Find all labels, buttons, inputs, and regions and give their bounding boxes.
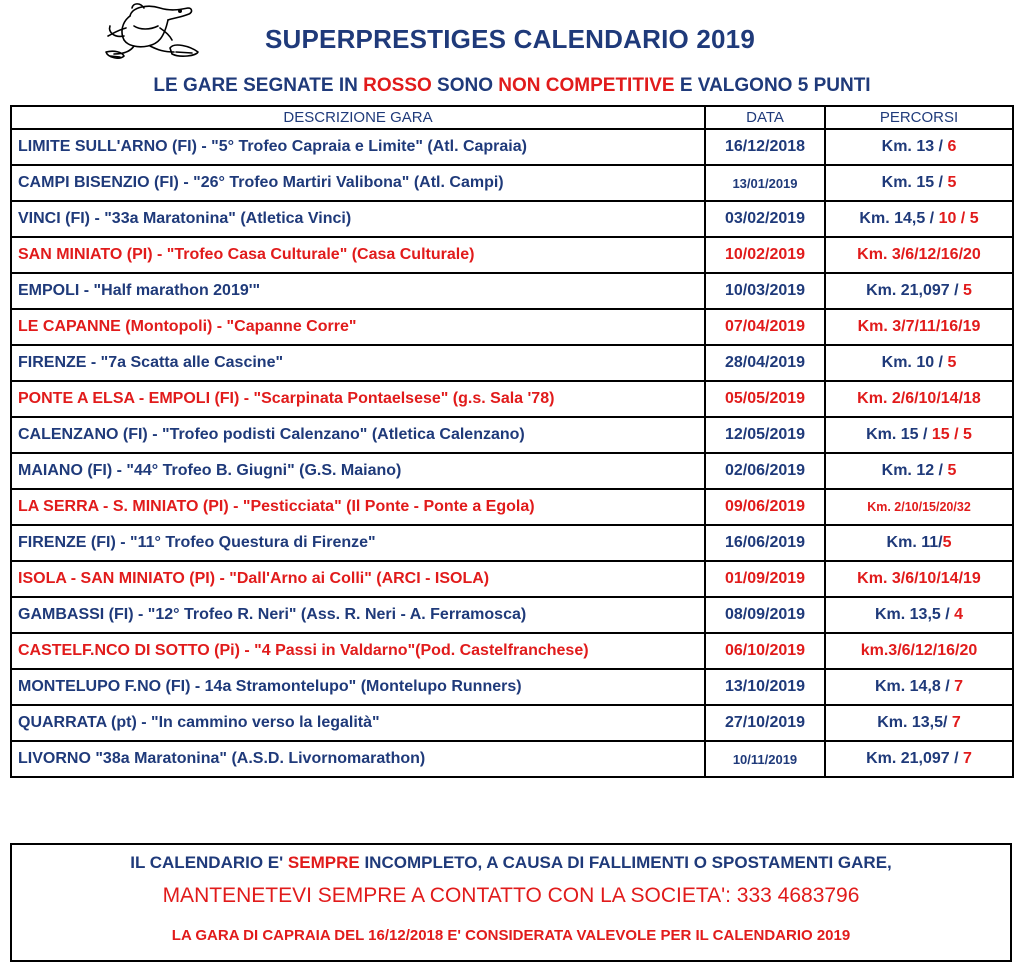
race-routes — [825, 381, 1013, 417]
race-description: CALENZANO (FI) - "Trofeo podisti Calenzano" (Atletica Calenzano) — [11, 417, 705, 453]
race-routes-main: Km. 12 / — [881, 462, 948, 479]
race-date: 05/05/2019 — [705, 381, 825, 417]
race-routes-non-competitive: 5 — [942, 534, 952, 551]
race-routes-non-competitive: 15 / 5 — [931, 426, 972, 443]
race-routes-main: Km. 21,097 / — [866, 282, 964, 299]
race-routes-main: Km. 14,5 / — [859, 210, 939, 227]
footer-line-incomplete — [12, 853, 1010, 873]
race-routes — [825, 417, 1013, 453]
race-routes — [825, 669, 1013, 705]
race-description: LA SERRA - S. MINIATO (PI) - "Pesticciata" (Il Ponte - Ponte a Egola) — [11, 489, 705, 525]
race-routes-non-competitive: 7 — [954, 678, 964, 695]
race-calendar-table — [10, 105, 1014, 778]
subtitle-part-5: E VALGONO 5 PUNTI — [674, 75, 871, 96]
race-routes-main: Km. 13,5/ — [877, 714, 952, 731]
race-routes-non-competitive: 5 — [963, 282, 972, 299]
table-row — [11, 201, 1013, 237]
race-routes-main: Km. 15 / — [866, 426, 932, 443]
race-routes — [825, 345, 1013, 381]
header-description: DESCRIZIONE GARA — [11, 106, 705, 129]
footer-notice-box — [10, 843, 1012, 962]
table-row — [11, 705, 1013, 741]
race-routes — [825, 741, 1013, 777]
race-routes — [825, 453, 1013, 489]
table-row — [11, 381, 1013, 417]
race-routes-main: Km. 13 / — [881, 138, 948, 155]
table-row — [11, 165, 1013, 201]
race-description: QUARRATA (pt) - "In cammino verso la legalità" — [11, 705, 705, 741]
race-routes — [825, 705, 1013, 741]
header-date: DATA — [705, 106, 825, 129]
race-date: 06/10/2019 — [705, 633, 825, 669]
race-date: 16/06/2019 — [705, 525, 825, 561]
table-row — [11, 597, 1013, 633]
race-routes-main: Km. 2/6/10/14/18 — [857, 390, 981, 407]
header-routes: PERCORSI — [825, 106, 1013, 129]
race-routes — [825, 525, 1013, 561]
table-row — [11, 417, 1013, 453]
race-date: 13/10/2019 — [705, 669, 825, 705]
race-routes — [825, 273, 1013, 309]
race-routes-main: Km. 10 / — [881, 354, 948, 371]
race-description: MONTELUPO F.NO (FI) - 14a Stramontelupo" (Montelupo Runners) — [11, 669, 705, 705]
race-routes-main: Km. 3/6/10/14/19 — [857, 570, 981, 587]
race-routes-non-competitive: 4 — [954, 606, 964, 623]
race-date: 10/11/2019 — [705, 741, 825, 777]
race-description: LE CAPANNE (Montopoli) - "Capanne Corre" — [11, 309, 705, 345]
race-description: LIVORNO "38a Maratonina" (A.S.D. Livornomarathon) — [11, 741, 705, 777]
table-row — [11, 633, 1013, 669]
race-routes-main: Km. 15 / — [881, 174, 948, 191]
race-description: FIRENZE - "7a Scatta alle Cascine" — [11, 345, 705, 381]
table-row — [11, 741, 1013, 777]
race-description: CASTELF.NCO DI SOTTO (Pi) - "4 Passi in Valdarno"(Pod. Castelfranchese) — [11, 633, 705, 669]
race-routes-non-competitive: 5 — [947, 462, 957, 479]
race-calendar-body — [11, 106, 1013, 777]
race-description: ISOLA - SAN MINIATO (PI) - "Dall'Arno ai Colli" (ARCI - ISOLA) — [11, 561, 705, 597]
race-description: LIMITE SULL'ARNO (FI) - "5° Trofeo Capraia e Limite" (Atl. Capraia) — [11, 129, 705, 165]
race-routes-main: Km. 2/10/15/20/32 — [867, 500, 971, 514]
race-routes — [825, 129, 1013, 165]
race-routes-non-competitive: 7 — [951, 714, 961, 731]
race-description: CAMPI BISENZIO (FI) - "26° Trofeo Martiri Valibona" (Atl. Campi) — [11, 165, 705, 201]
race-routes-main: Km. 14,8 / — [874, 678, 955, 695]
race-date: 12/05/2019 — [705, 417, 825, 453]
race-date: 13/01/2019 — [705, 165, 825, 201]
race-routes-main: Km. 3/6/12/16/20 — [857, 246, 981, 263]
race-description: VINCI (FI) - "33a Maratonina" (Atletica Vinci) — [11, 201, 705, 237]
race-routes-non-competitive: 6 — [947, 138, 957, 155]
race-description: FIRENZE (FI) - "11° Trofeo Questura di Firenze" — [11, 525, 705, 561]
race-date: 01/09/2019 — [705, 561, 825, 597]
race-routes-main: Km. 3/7/11/16/19 — [857, 318, 981, 335]
race-date: 10/03/2019 — [705, 273, 825, 309]
table-row — [11, 561, 1013, 597]
race-date: 09/06/2019 — [705, 489, 825, 525]
race-routes — [825, 489, 1013, 525]
table-row — [11, 309, 1013, 345]
table-row — [11, 237, 1013, 273]
race-date: 03/02/2019 — [705, 201, 825, 237]
subtitle-red-word: ROSSO — [363, 75, 432, 96]
race-routes-main: Km. 11/ — [886, 534, 943, 551]
race-routes-main: km.3/6/12/16/20 — [860, 642, 978, 659]
race-routes-non-competitive: 10 / 5 — [938, 210, 979, 227]
race-date: 07/04/2019 — [705, 309, 825, 345]
subtitle-notice — [0, 75, 1024, 97]
race-description: PONTE A ELSA - EMPOLI (FI) - "Scarpinata Pontaelsese" (g.s. Sala '78) — [11, 381, 705, 417]
footer-line1-c: INCOMPLETO, A CAUSA DI FALLIMENTI O SPOSTAMENTI GARE, — [359, 853, 892, 872]
footer-contact-line: MANTENETEVI SEMPRE A CONTATTO CON LA SOCIETA': 333 4683796 — [162, 884, 860, 907]
subtitle-part-3: SONO — [431, 75, 499, 96]
table-row — [11, 669, 1013, 705]
table-row — [11, 489, 1013, 525]
race-routes — [825, 165, 1013, 201]
race-routes-non-competitive: 5 — [947, 174, 957, 191]
race-date: 10/02/2019 — [705, 237, 825, 273]
race-date: 28/04/2019 — [705, 345, 825, 381]
table-row — [11, 525, 1013, 561]
race-routes — [825, 201, 1013, 237]
runner-dog-logo — [100, 2, 210, 64]
footer-line1-a: IL CALENDARIO E' — [130, 853, 288, 872]
subtitle-part-1: LE GARE SEGNATE IN — [153, 75, 364, 96]
race-routes — [825, 309, 1013, 345]
race-description: EMPOLI - "Half marathon 2019'" — [11, 273, 705, 309]
race-date: 16/12/2018 — [705, 129, 825, 165]
subtitle-non-competitive: NON COMPETITIVE — [498, 75, 675, 96]
race-routes-non-competitive: 5 — [947, 354, 957, 371]
table-row — [11, 273, 1013, 309]
table-row — [11, 345, 1013, 381]
race-description: SAN MINIATO (PI) - "Trofeo Casa Culturale" (Casa Culturale) — [11, 237, 705, 273]
race-date: 08/09/2019 — [705, 597, 825, 633]
table-row — [11, 129, 1013, 165]
race-routes — [825, 237, 1013, 273]
footer-capraia-note: LA GARA DI CAPRAIA DEL 16/12/2018 E' CONSIDERATA VALEVOLE PER IL CALENDARIO 2019 — [171, 927, 851, 944]
table-row — [11, 453, 1013, 489]
race-routes-main: Km. 13,5 / — [874, 606, 955, 623]
race-routes — [825, 633, 1013, 669]
race-date: 27/10/2019 — [705, 705, 825, 741]
race-routes-main: Km. 21,097 / — [866, 750, 964, 767]
footer-line1-sempre: SEMPRE — [287, 853, 360, 872]
race-date: 02/06/2019 — [705, 453, 825, 489]
race-routes — [825, 597, 1013, 633]
race-description: MAIANO (FI) - "44° Trofeo B. Giugni" (G.S. Maiano) — [11, 453, 705, 489]
table-header-row — [11, 106, 1013, 129]
page-title: SUPERPRESTIGES CALENDARIO 2019 — [264, 24, 755, 54]
race-routes-non-competitive: 7 — [963, 750, 972, 767]
race-description: GAMBASSI (FI) - "12° Trofeo R. Neri" (Ass. R. Neri - A. Ferramosca) — [11, 597, 705, 633]
race-routes — [825, 561, 1013, 597]
